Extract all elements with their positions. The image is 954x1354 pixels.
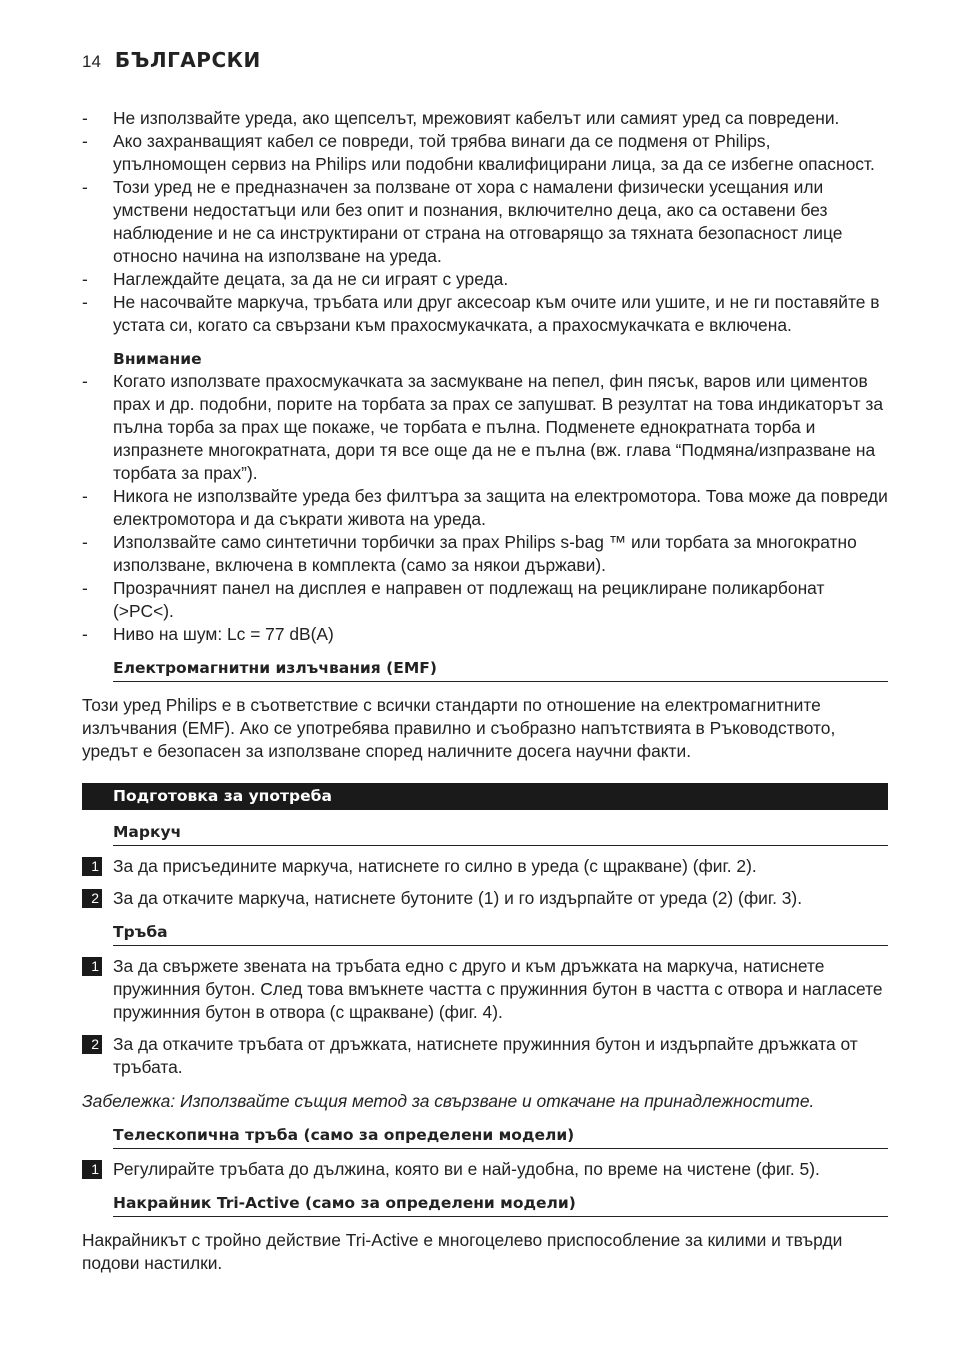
list-item: - Ниво на шум: Lc = 77 dB(A) — [82, 624, 334, 644]
list-item: - Този уред не е предназначен за ползване от хора с намалени физически усещания или умствени недостатъци или без опит и познания, включително деца, ако са оставени без наблюдение и не са инструктирани от страна на отговарящо за тяхната безопасност лице относно начина на използване на уреда. — [82, 177, 843, 266]
list-item: - Не използвайте уреда, ако щепселът, мрежовият кабелът или самият уред са повредени. — [82, 108, 840, 128]
step-item: 2 За да откачите тръбата от дръжката, натиснете пружинния бутон и издърпайте дръжката от тръбата. — [82, 1033, 888, 1079]
list-item: - Не насочвайте маркуча, тръбата или друг аксесоар към очите или ушите, и не ги поставяйте в устата си, когато са свързани към прахосмукачката, а прахосмукачката е включена. — [82, 292, 880, 335]
list-dash: - — [82, 532, 88, 552]
list-dash: - — [82, 486, 88, 506]
step-item: 1 За да присъедините маркуча, натиснете го силно в уреда (с щракване) (фиг. 2). — [82, 855, 888, 878]
list-dash: - — [82, 269, 88, 289]
step-number: 2 — [82, 889, 102, 908]
list-dash: - — [82, 177, 88, 197]
tube-note: Забележка: Използвайте същия метод за свързване и откачане на принадлежностите. — [82, 1091, 815, 1111]
list-item: - Когато използвате прахосмукачката за засмукване на пепел, фин пясък, варов или циментов прах и др. подобни, порите на торбата за прах се запушват. В резултат на това индикаторът за пълна торба за прах ще покаже, че торбата е пълна. Подменете еднократната торба и изпразнете многократната, дори тя все още да не е пълна (вж. глава “Подмяна/изпразване на торбата за прах”). — [82, 371, 884, 483]
emf-heading: Електромагнитни излъчвания (EMF) — [113, 657, 888, 682]
telescopic-heading: Телескопична тръба (само за определени модели) — [113, 1124, 888, 1149]
list-dash: - — [82, 131, 88, 151]
language-title: БЪЛГАРСКИ — [114, 48, 261, 72]
step-item: 2 За да откачите маркуча, натиснете бутоните (1) и го издърпайте от уреда (2) (фиг. 3). — [82, 887, 888, 910]
preparation-heading: Подготовка за употреба — [82, 783, 888, 810]
step-number: 1 — [82, 957, 102, 976]
list-dash: - — [82, 624, 88, 644]
list-item: - Използвайте само синтетични торбички за прах Philips s-bag ™ или торбата за многократно използване, включена в комплекта (само за някои държави). — [82, 532, 857, 575]
list-dash: - — [82, 108, 88, 128]
triactive-paragraph: Накрайникът с тройно действие Tri-Active е многоцелево приспособление за килими и твърди подови настилки. — [82, 1230, 843, 1273]
list-dash: - — [82, 292, 88, 312]
list-dash: - — [82, 578, 88, 598]
caution-heading: Внимание — [113, 350, 202, 368]
warnings-list — [82, 107, 888, 337]
list-item: - Ако захранващият кабел се повреди, той трябва винаги да се подменя от Philips, упълномощен сервиз на Philips или подобни квалифицирани лица, за да се избегне опасност. — [82, 131, 875, 174]
step-number: 1 — [82, 1160, 102, 1179]
step-number: 1 — [82, 857, 102, 876]
page-number: 14 — [82, 52, 101, 71]
hose-heading: Маркуч — [113, 821, 888, 846]
page-content — [82, 107, 888, 1275]
list-item: - Никога не използвайте уреда без филтъра за защита на електромотора. Това може да повреди електромотора и да съкрати живота на уреда. — [82, 486, 888, 529]
step-item: 1 Регулирайте тръбата до дължина, която ви е най-удобна, по време на чистене (фиг. 5). — [82, 1158, 888, 1181]
step-item: 1 За да свържете звената на тръбата едно с друго и към дръжката на маркуча, натиснете пружинния бутон. След това вмъкнете частта с пружинния бутон в частта с отвора и нагласете пружинния бутон в отвора (с щракване) (фиг. 4). — [82, 955, 888, 1024]
emf-paragraph: Този уред Philips е в съответствие с всички стандарти по отношение на електромагнитните излъчвания (EMF). Ако се употребява правилно и съобразно напътствията в Ръководството, уредът е безопасен за използване според наличните досега научни факти. — [82, 695, 836, 761]
tube-heading: Тръба — [113, 921, 888, 946]
list-dash: - — [82, 371, 88, 391]
step-number: 2 — [82, 1035, 102, 1054]
list-item: - Прозрачният панел на дисплея е направен от подлежащ на рециклиране поликарбонат (>PC<). — [82, 578, 825, 621]
caution-list — [82, 370, 888, 646]
page-header — [82, 48, 261, 74]
list-item: - Наглеждайте децата, за да не си играят с уреда. — [82, 269, 509, 289]
triactive-heading: Накрайник Tri-Active (само за определени модели) — [113, 1192, 888, 1217]
